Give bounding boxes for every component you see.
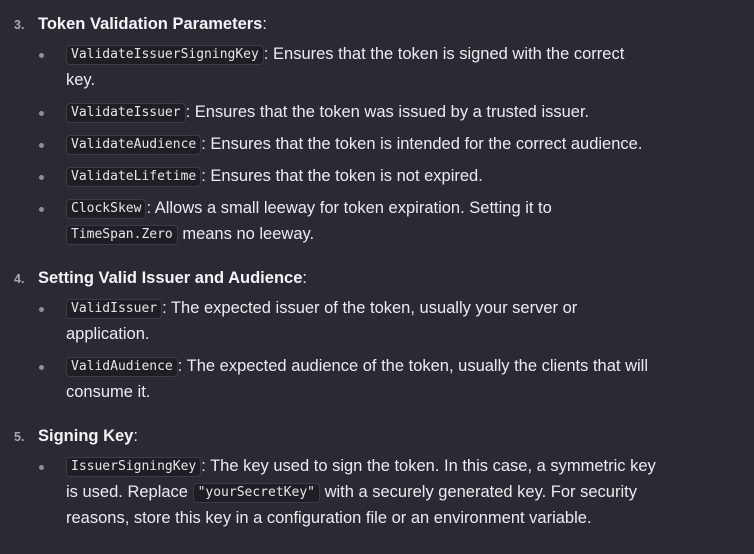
list-number: 3. bbox=[14, 18, 25, 32]
item-text: : Ensures that the token is intended for the correct audience. bbox=[201, 135, 643, 153]
item-text: application. bbox=[66, 325, 150, 343]
item-text: : Allows a small leeway for token expiration. Setting it to bbox=[146, 199, 552, 217]
bullet-icon bbox=[39, 465, 44, 470]
item-text: : The expected issuer of the token, usually your server or bbox=[162, 299, 578, 317]
inline-code: ClockSkew bbox=[66, 199, 146, 219]
item-text: : The key used to sign the token. In this case, a symmetric key bbox=[201, 457, 656, 475]
bullet-icon bbox=[39, 143, 44, 148]
bullet-icon bbox=[39, 111, 44, 116]
inline-code: ValidAudience bbox=[66, 357, 178, 377]
inline-code: ValidateLifetime bbox=[66, 167, 201, 187]
bullet-icon bbox=[39, 307, 44, 312]
section-title: Setting Valid Issuer and Audience bbox=[38, 269, 303, 287]
title-colon: : bbox=[302, 269, 307, 287]
item-text: with a securely generated key. For security bbox=[319, 483, 637, 501]
section-title: Signing Key bbox=[38, 427, 134, 445]
inline-code: "yourSecretKey" bbox=[193, 483, 320, 503]
list-number: 5. bbox=[14, 430, 25, 444]
inline-code: ValidateAudience bbox=[66, 135, 201, 155]
item-text: : The expected audience of the token, usually the clients that will bbox=[177, 357, 648, 375]
title-colon: : bbox=[262, 15, 267, 33]
item-text: consume it. bbox=[66, 383, 151, 401]
item-text: is used. Replace bbox=[66, 483, 193, 501]
inline-code: ValidIssuer bbox=[66, 299, 162, 319]
item-text: reasons, store this key in a configuration file or an environment variable. bbox=[66, 509, 592, 527]
section-heading-5 bbox=[14, 424, 138, 448]
section-heading-3 bbox=[14, 12, 267, 36]
item-text: : Ensures that the token is signed with the correct bbox=[263, 45, 625, 63]
bullet-icon bbox=[39, 53, 44, 58]
inline-code: ValidateIssuerSigningKey bbox=[66, 45, 264, 65]
inline-code: TimeSpan.Zero bbox=[66, 225, 178, 245]
item-text: : Ensures that the token was issued by a trusted issuer. bbox=[185, 103, 590, 121]
inline-code: ValidateIssuer bbox=[66, 103, 186, 123]
item-text: means no leeway. bbox=[177, 225, 315, 243]
title-colon: : bbox=[133, 427, 138, 445]
section-heading-4 bbox=[14, 266, 307, 290]
list-number: 4. bbox=[14, 272, 25, 286]
section-title: Token Validation Parameters bbox=[38, 15, 263, 33]
bullet-icon bbox=[39, 365, 44, 370]
inline-code: IssuerSigningKey bbox=[66, 457, 201, 477]
bullet-icon bbox=[39, 175, 44, 180]
item-text: : Ensures that the token is not expired. bbox=[201, 167, 483, 185]
item-text: key. bbox=[66, 71, 96, 89]
bullet-icon bbox=[39, 207, 44, 212]
